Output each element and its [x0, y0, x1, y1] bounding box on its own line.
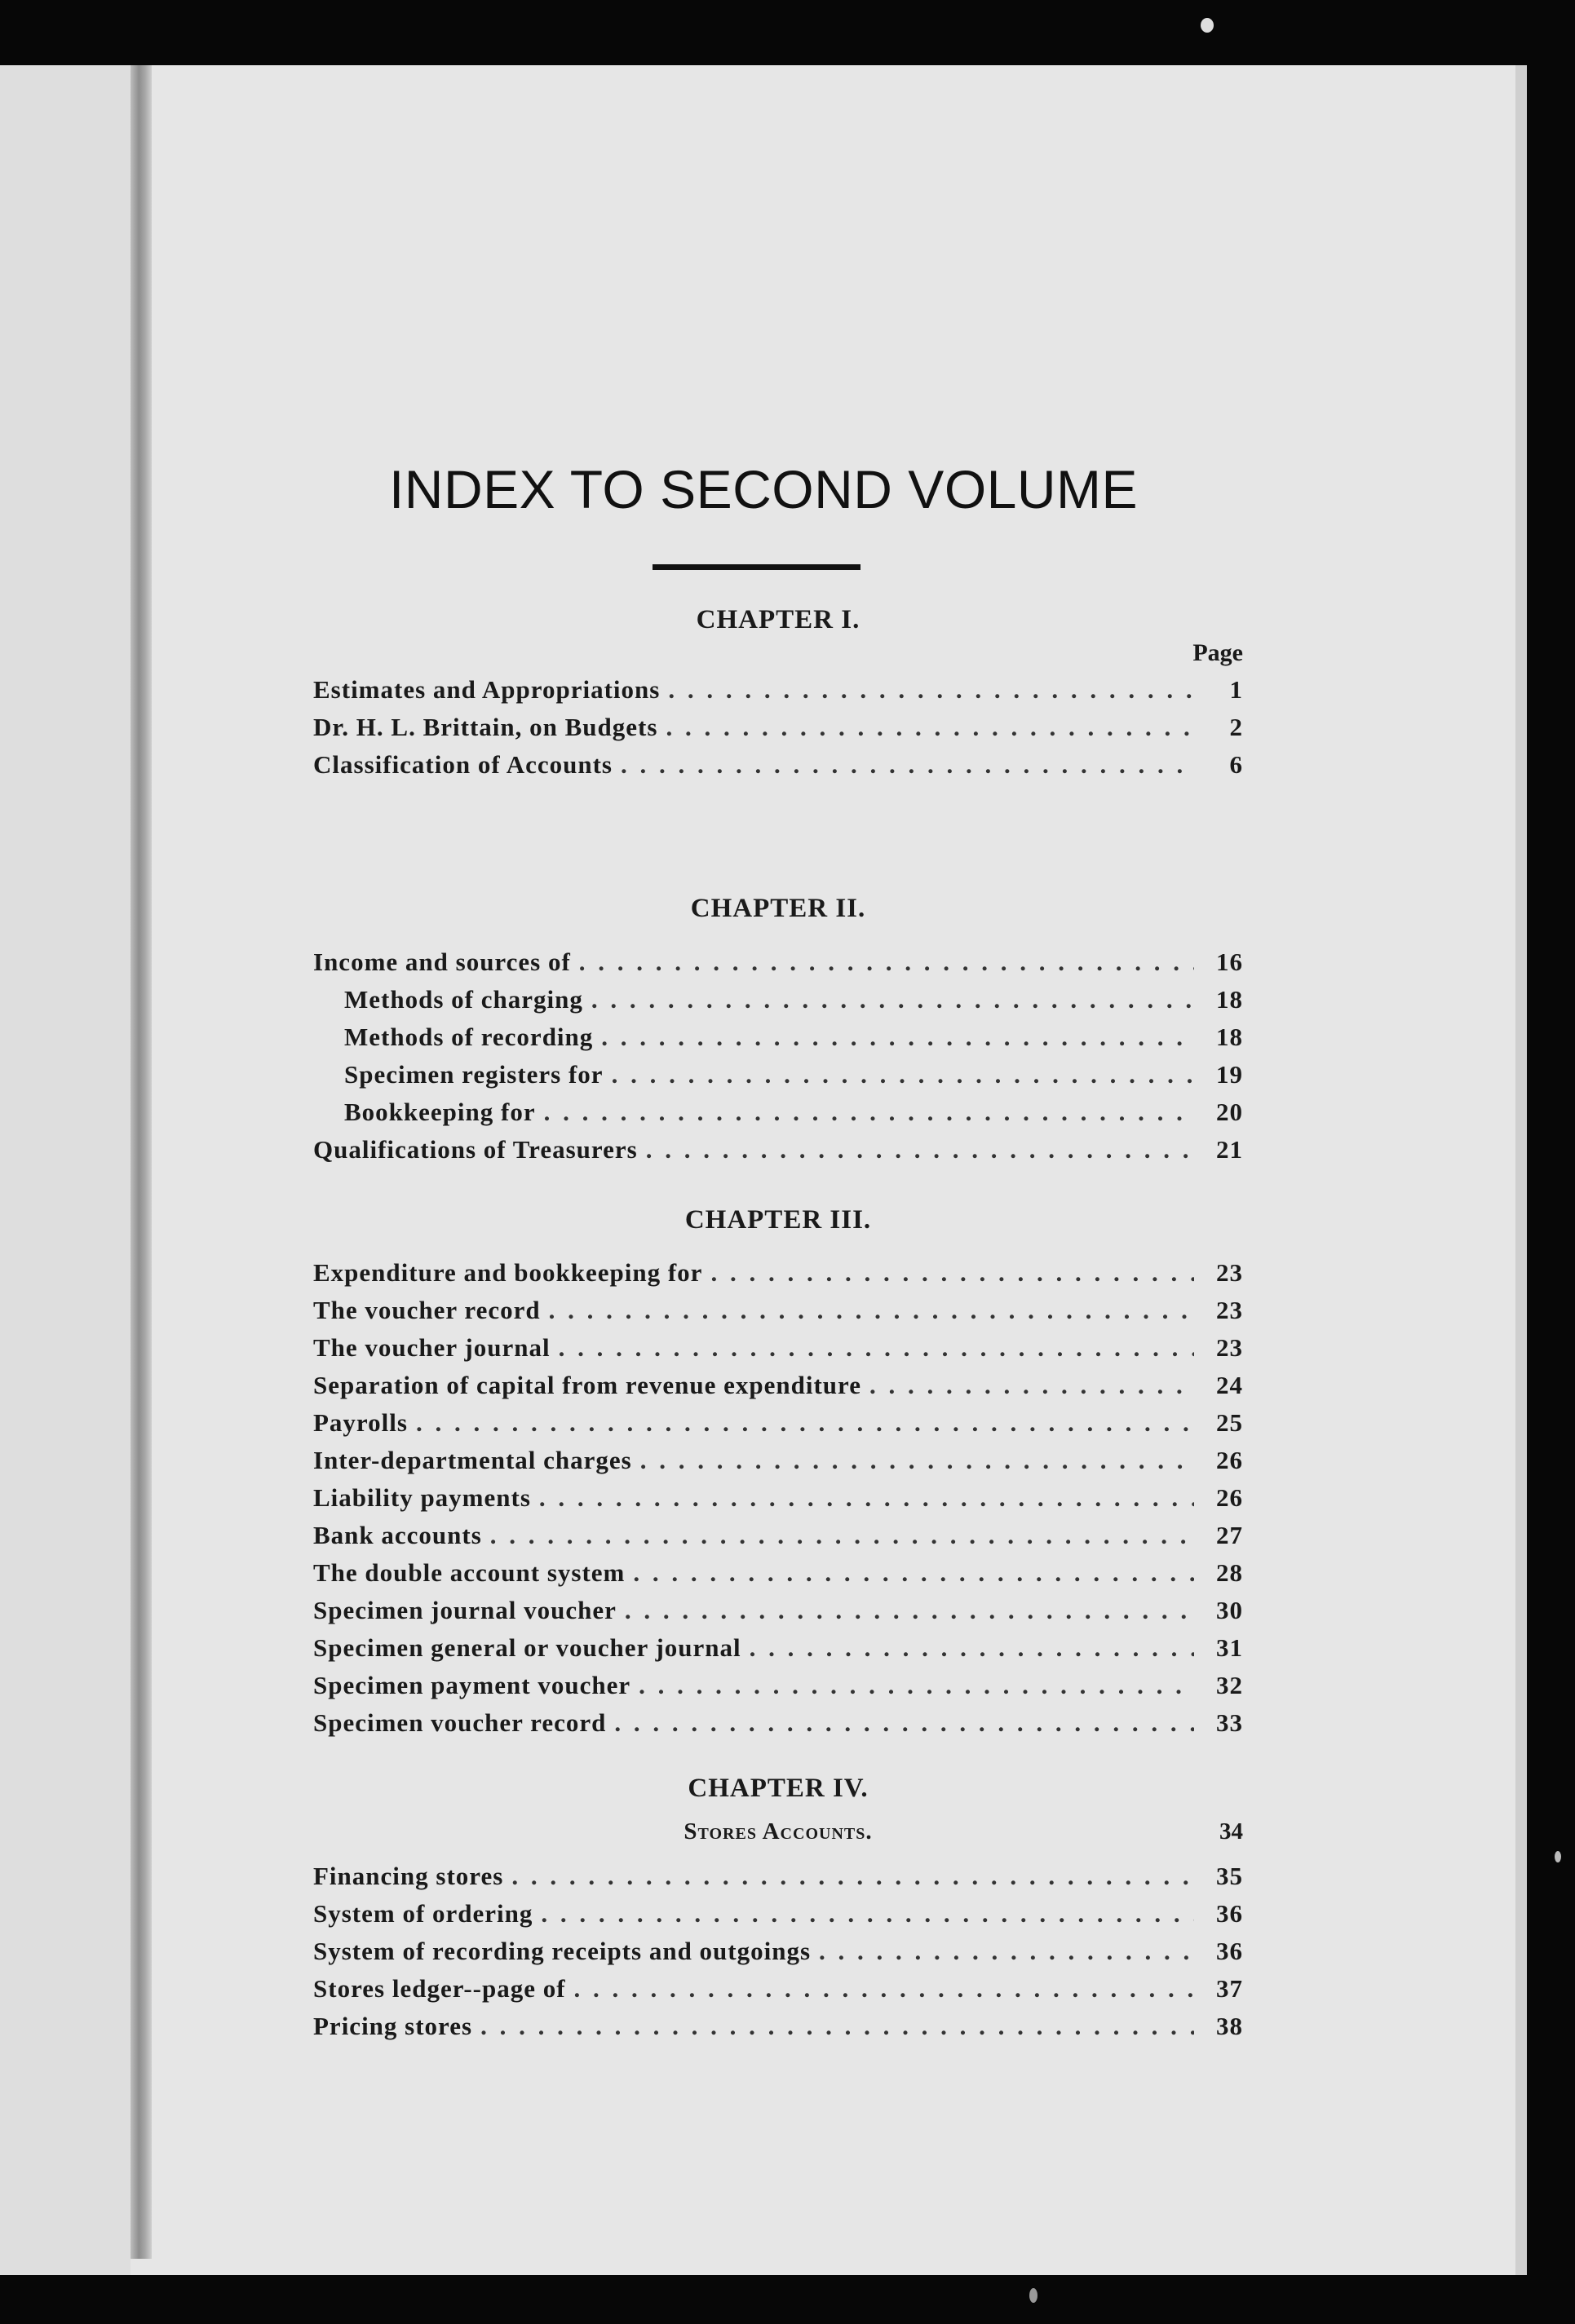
- dot-leader: [591, 985, 1194, 1014]
- index-entry: [313, 1258, 1243, 1291]
- entry-page: 2: [1229, 713, 1243, 741]
- entry-label: Expenditure and bookkeeping for: [313, 1258, 703, 1287]
- dot-leader: [541, 1899, 1194, 1929]
- entry-page: 32: [1216, 1671, 1243, 1699]
- index-entry: [313, 1596, 1243, 1628]
- chapter-4-heading: CHAPTER IV.: [688, 1774, 869, 1803]
- dust-speck: [1029, 2288, 1037, 2303]
- dot-leader: [869, 1371, 1194, 1400]
- entry-label: Liability payments: [313, 1483, 531, 1512]
- entry-label: Separation of capital from revenue expenditure: [313, 1371, 861, 1399]
- entry-page: 18: [1216, 1023, 1243, 1051]
- index-entry: [313, 1296, 1243, 1328]
- index-entry: [313, 1023, 1243, 1055]
- dot-leader: [416, 1408, 1194, 1438]
- dot-leader: [668, 675, 1194, 705]
- index-entry: [313, 1408, 1243, 1441]
- index-entry: [313, 1446, 1243, 1478]
- dot-leader: [601, 1023, 1194, 1052]
- entry-page: 19: [1216, 1060, 1243, 1089]
- index-entry: [313, 1633, 1243, 1666]
- entry-page: 25: [1216, 1408, 1243, 1437]
- dot-leader: [625, 1596, 1194, 1625]
- dot-leader: [666, 713, 1194, 742]
- index-entry: [313, 1135, 1243, 1168]
- entry-label: Specimen journal voucher: [313, 1596, 617, 1624]
- entry-label: System of recording receipts and outgoings: [313, 1937, 812, 1965]
- entry-label: Bookkeeping for: [344, 1098, 536, 1126]
- entry-label: Pricing stores: [313, 2012, 473, 2040]
- entry-label: Specimen payment voucher: [313, 1671, 631, 1699]
- entry-label: Financing stores: [313, 1862, 504, 1890]
- entry-label: The double account system: [313, 1558, 626, 1587]
- entry-label: Stores ledger--page of: [313, 1974, 566, 2003]
- subheading-label: Stores Accounts.: [684, 1818, 873, 1845]
- book-spine: [131, 65, 152, 2259]
- index-entry: [313, 1060, 1243, 1093]
- entry-page: 26: [1216, 1446, 1243, 1474]
- entry-label: Classification of Accounts: [313, 750, 613, 779]
- entry-page: 1: [1229, 675, 1243, 704]
- entry-label: Payrolls: [313, 1408, 408, 1437]
- dot-leader: [490, 1521, 1194, 1550]
- index-entry: [313, 713, 1243, 745]
- entry-label: Specimen registers for: [344, 1060, 604, 1089]
- dot-leader: [614, 1708, 1194, 1738]
- index-entry: [313, 675, 1243, 708]
- index-entry: [313, 1937, 1243, 1969]
- entry-label: Methods of charging: [344, 985, 583, 1014]
- dot-leader: [579, 948, 1194, 977]
- page-column-label: Page: [1192, 639, 1243, 666]
- entry-page: 16: [1216, 948, 1243, 976]
- dot-leader: [612, 1060, 1194, 1089]
- entry-page: 27: [1216, 1521, 1243, 1549]
- entry-label: Dr. H. L. Brittain, on Budgets: [313, 713, 658, 741]
- entry-page: 23: [1216, 1258, 1243, 1287]
- index-entry: [313, 948, 1243, 980]
- entry-page: 24: [1216, 1371, 1243, 1399]
- entry-page: 20: [1216, 1098, 1243, 1126]
- dot-leader: [480, 2012, 1194, 2041]
- dot-leader: [539, 1483, 1194, 1513]
- index-entry: [313, 1098, 1243, 1130]
- index-entry: [313, 1974, 1243, 2007]
- index-entry: [313, 985, 1243, 1018]
- subheading-page: 34: [1219, 1818, 1243, 1845]
- dot-leader: [621, 750, 1194, 780]
- dot-leader: [710, 1258, 1194, 1288]
- chapter-1-heading: CHAPTER I.: [696, 605, 860, 634]
- entry-label: The voucher record: [313, 1296, 541, 1324]
- dot-leader: [549, 1296, 1194, 1325]
- index-entry: [313, 1521, 1243, 1553]
- index-entry: [313, 1371, 1243, 1403]
- title-rule: [653, 564, 860, 570]
- dot-leader: [574, 1974, 1194, 2004]
- dot-leader: [633, 1558, 1194, 1588]
- entry-page: 23: [1216, 1296, 1243, 1324]
- book-page: [0, 65, 1527, 2275]
- dot-leader: [750, 1633, 1194, 1663]
- index-entry: [313, 1671, 1243, 1703]
- index-entry: [313, 1899, 1243, 1932]
- entry-label: Qualifications of Treasurers: [313, 1135, 638, 1164]
- entry-label: Specimen voucher record: [313, 1708, 607, 1737]
- entry-page: 36: [1216, 1937, 1243, 1965]
- index-entry: [313, 2012, 1243, 2044]
- entry-label: The voucher journal: [313, 1333, 551, 1362]
- entry-page: 35: [1216, 1862, 1243, 1890]
- entry-label: System of ordering: [313, 1899, 533, 1928]
- entry-page: 30: [1216, 1596, 1243, 1624]
- entry-label: Bank accounts: [313, 1521, 482, 1549]
- entry-page: 23: [1216, 1333, 1243, 1362]
- entry-page: 37: [1216, 1974, 1243, 2003]
- page-title: INDEX TO SECOND VOLUME: [388, 459, 1139, 519]
- entry-page: 28: [1216, 1558, 1243, 1587]
- index-entry: [313, 750, 1243, 783]
- entry-label: Methods of recording: [344, 1023, 594, 1051]
- index-entry: [313, 1862, 1243, 1894]
- dot-leader: [511, 1862, 1194, 1891]
- dot-leader: [819, 1937, 1194, 1966]
- dust-speck: [1555, 1851, 1561, 1862]
- dust-speck: [1201, 18, 1214, 33]
- entry-label: Estimates and Appropriations: [313, 675, 661, 704]
- index-entry: [313, 1708, 1243, 1741]
- entry-page: 38: [1216, 2012, 1243, 2040]
- entry-label: Inter-departmental charges: [313, 1446, 632, 1474]
- entry-page: 31: [1216, 1633, 1243, 1662]
- index-entry: [313, 1558, 1243, 1591]
- entry-page: 6: [1229, 750, 1243, 779]
- dot-leader: [639, 1671, 1194, 1700]
- entry-label: Specimen general or voucher journal: [313, 1633, 741, 1662]
- facing-page-edge: [0, 65, 131, 2275]
- page-edge: [1515, 65, 1527, 2275]
- entry-page: 26: [1216, 1483, 1243, 1512]
- index-entry: [313, 1333, 1243, 1366]
- entry-page: 21: [1216, 1135, 1243, 1164]
- entry-label: Income and sources of: [313, 948, 571, 976]
- dot-leader: [646, 1135, 1194, 1164]
- dot-leader: [559, 1333, 1194, 1363]
- dot-leader: [640, 1446, 1194, 1475]
- chapter-3-heading: CHAPTER III.: [684, 1205, 872, 1235]
- chapter-2-heading: CHAPTER II.: [690, 894, 866, 923]
- entry-page: 33: [1216, 1708, 1243, 1737]
- entry-page: 18: [1216, 985, 1243, 1014]
- entry-page: 36: [1216, 1899, 1243, 1928]
- dot-leader: [544, 1098, 1194, 1127]
- index-entry: [313, 1483, 1243, 1516]
